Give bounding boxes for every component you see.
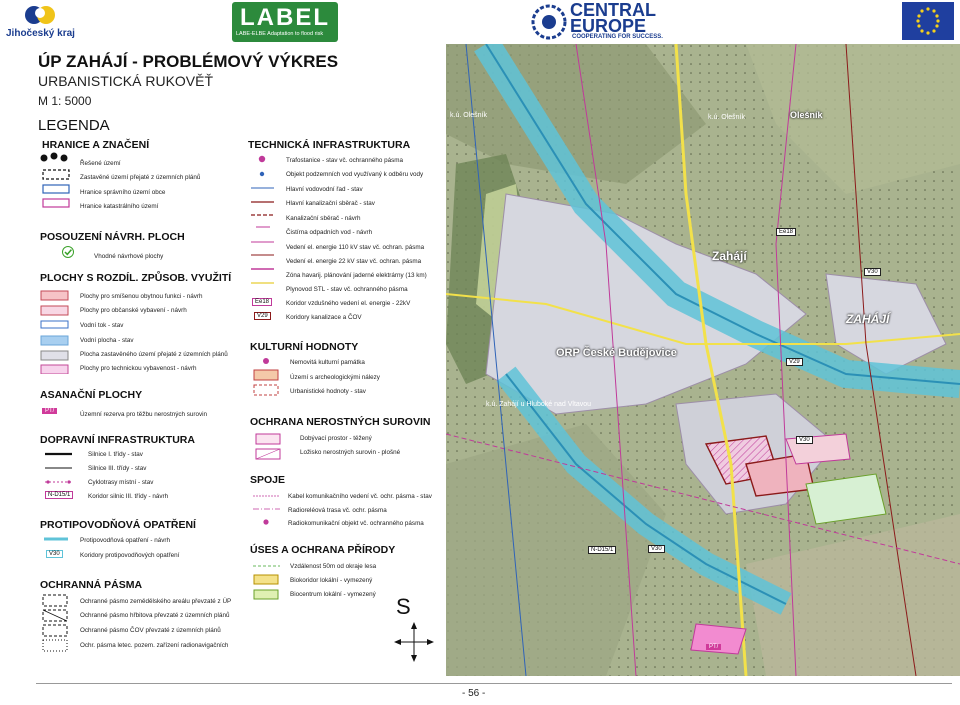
legend-item: Územní rezerva pro těžbu nerostných surovin [80, 411, 208, 418]
map-tag: N-D15/1 [588, 546, 616, 554]
protipovodnova-tag: V30 [46, 550, 63, 558]
legend-item: Plynovod STL - stav vč. ochranného pásma [286, 286, 408, 293]
map-tag: V30 [864, 268, 881, 276]
label-project-logo [232, 2, 338, 42]
ochranna-symbols [42, 594, 70, 652]
compass [392, 594, 436, 664]
legend-item: Ochr. pásma letec. pozem. zařízení radionavigačních [80, 642, 229, 649]
map-view[interactable] [446, 44, 960, 676]
doprava-tag: N-D15/1 [45, 491, 73, 499]
map-tag: V30 [796, 436, 813, 444]
map-scale: M 1: 5000 [38, 94, 92, 108]
legend-item: Vedení el. energie 110 kV stav vč. ochran. pásma [286, 244, 425, 251]
map-tag: PT/ [706, 644, 721, 650]
kulturni-symbols [250, 356, 284, 396]
legend-item: Hranice katastrálního území [80, 203, 159, 210]
legend-item: Radiokomunikační objekt vč. ochranného pásma [288, 520, 424, 527]
page-title: ÚP ZAHÁJÍ - PROBLÉMOVÝ VÝKRES [38, 52, 339, 71]
section-asanacni: ASANAČNÍ PLOCHY [40, 389, 143, 401]
section-hranice: HRANICE A ZNAČENÍ [42, 139, 150, 151]
map-canvas [446, 44, 960, 676]
footer-divider [36, 683, 952, 684]
legend-item: Ložisko nerostných surovin - plošné [300, 449, 401, 456]
legend-item: Řešené území [80, 160, 121, 167]
legend-item: Protipovodňová opatření - návrh [80, 537, 170, 544]
label-logo-text: LABEL [240, 4, 330, 31]
section-spoje: SPOJE [250, 474, 286, 486]
section-technicka: TECHNICKÁ INFRASTRUKTURA [248, 139, 411, 151]
place-label: Olešník [790, 110, 823, 120]
section-plochy: PLOCHY S ROZDÍL. ZPŮSOB. VYUŽITÍ [40, 272, 232, 284]
legend-item: Biocentrum lokální - vymezený [290, 591, 376, 598]
legend-item: Vzdálenost 50m od okraje lesa [290, 563, 377, 570]
legend-item: Vodní plocha - stav [80, 337, 134, 344]
page-number: - 56 - [462, 688, 486, 699]
eu-flag-logo [902, 2, 954, 40]
legend-heading: LEGENDA [38, 117, 110, 134]
legend-item: Vedení el. energie 22 kV stav vč. ochran. pásma [286, 258, 422, 265]
legend-item: Zastavěné území přejaté z územních plánů [80, 174, 201, 181]
legend-item: Zóna havarij. plánování jaderné elektrárny (13 km) [286, 272, 427, 279]
legend-item: Vodní tok - stav [80, 322, 124, 329]
legend-item: Biokoridor lokální - vymezený [290, 577, 373, 584]
place-label: ORP České Budějovice [556, 347, 677, 359]
legend-item: Ochranné pásmo hřbitova převzaté z územních plánů [80, 612, 230, 619]
ce-tagline: COOPERATING FOR SUCCESS. [572, 34, 663, 40]
legend-item: Hlavní vodovodní řad - stav [286, 186, 363, 193]
compass-s-label: S [396, 594, 411, 619]
technicka-tag-ee: Ee18 [252, 298, 272, 306]
legend-item: Radioreléová trasa vč. ochr. pásma [288, 507, 387, 514]
protipovodnova-symbol [42, 534, 70, 544]
legend-item: Plochy pro občanské vybavení - návrh [80, 307, 187, 314]
label-tagline: LABE-ELBE Adaptation to flood risk [236, 31, 324, 37]
map-tag: V29 [786, 358, 803, 366]
place-label: ZAHÁJÍ [846, 312, 890, 326]
asanacni-tag: PT/ [42, 408, 57, 414]
jc-logo-text: Jihočeský kraj [6, 28, 75, 39]
legend-item: Silnice I. třídy - stav [88, 451, 143, 458]
legend-item: Trafostanice - stav vč. ochranného pásma [286, 157, 404, 164]
plochy-symbols [40, 290, 70, 374]
logo-bar [0, 0, 960, 44]
legend-item: Plocha zastavěného území přejaté z územních plánů [80, 351, 228, 358]
legend-item: Čistírna odpadních vod - návrh [286, 229, 373, 236]
legend-item: Koridor silnic III. třídy - návrh [88, 493, 169, 500]
ce-logo-line1: CENTRAL [570, 0, 656, 20]
legend-item: Plochy pro smíšenou obytnou funkci - návrh [80, 293, 203, 300]
legend-item: Silnice III. třídy - stav [88, 465, 147, 472]
legend-item: Plochy pro technickou vybavenost - návrh [80, 365, 197, 372]
legend-panel [36, 44, 446, 684]
legend-item: Cyklotrasy místní - stav [88, 479, 154, 486]
central-europe-logo [530, 2, 680, 42]
section-protipovodnova: PROTIPOVODŇOVÁ OPATŘENÍ [40, 519, 196, 531]
map-tag: Ee18 [776, 228, 796, 236]
legend-item: Ochranné pásmo ČOV převzaté z územních plánů [80, 627, 221, 634]
legend-item: Hranice správního území obce [80, 189, 166, 196]
legend-item: Hlavní kanalizační sběrač - stav [286, 200, 375, 207]
legend-item: Nemovitá kulturní památka [290, 359, 365, 366]
legend-item: Kanalizační sběrač - návrh [286, 215, 361, 222]
ce-logo-line2: EUROPE [570, 16, 647, 36]
map-tag: V30 [648, 545, 665, 553]
technicka-tag-v: V29 [254, 312, 271, 320]
legend-item: Ochranné pásmo zemědělského areálu převzaté z ÚP [80, 598, 232, 605]
legend-item: Objekt podzemních vod využívaný k odběru vody [286, 171, 424, 178]
legend-item: Urbanistické hodnoty - stav [290, 388, 366, 395]
hranice-symbols [38, 152, 72, 212]
legend-item: Koridory protipovodňových opatření [80, 552, 180, 559]
check-icon [62, 246, 74, 258]
section-nerost: OCHRANA NEROSTNÝCH SUROVIN [250, 416, 431, 428]
spoje-symbols [250, 488, 286, 528]
legend-item: Vhodné návrhové plochy [94, 253, 164, 260]
page-subtitle: URBANISTICKÁ RUKOVĚŤ [38, 73, 214, 89]
cadastral-label: k.ú. Olešník [450, 112, 487, 119]
section-kulturni: KULTURNÍ HODNOTY [250, 341, 359, 353]
legend-item: Území s archeologickými nálezy [290, 374, 380, 381]
place-label: Zahájí [712, 249, 747, 263]
cadastral-label: k.ú. Zahájí u Hluboké nad Vltavou [486, 401, 592, 408]
legend-item: Koridory kanalizace a ČOV [286, 314, 362, 321]
jihocesky-kraj-logo [6, 4, 76, 40]
compass-arrows-icon [392, 620, 436, 664]
section-doprava: DOPRAVNÍ INFRASTRUKTURA [40, 434, 195, 446]
legend-item: Koridor vzdušného vedení el. energie - 22kV [286, 300, 411, 307]
nerost-symbols [254, 432, 288, 462]
legend-item: Kabel komunikačního vedení vč. ochr. pásma - stav [288, 493, 432, 500]
uses-symbols [250, 560, 286, 604]
legend-item: Dobývací prostor - těžený [300, 435, 372, 442]
cadastral-label: k.ú. Olešník [708, 114, 745, 121]
section-uses: ÚSES A OCHRANA PŘÍRODY [250, 544, 396, 556]
section-ochranna: OCHRANNÁ PÁSMA [40, 579, 143, 591]
section-posouzeni: POSOUZENÍ NÁVRH. PLOCH [40, 231, 185, 243]
